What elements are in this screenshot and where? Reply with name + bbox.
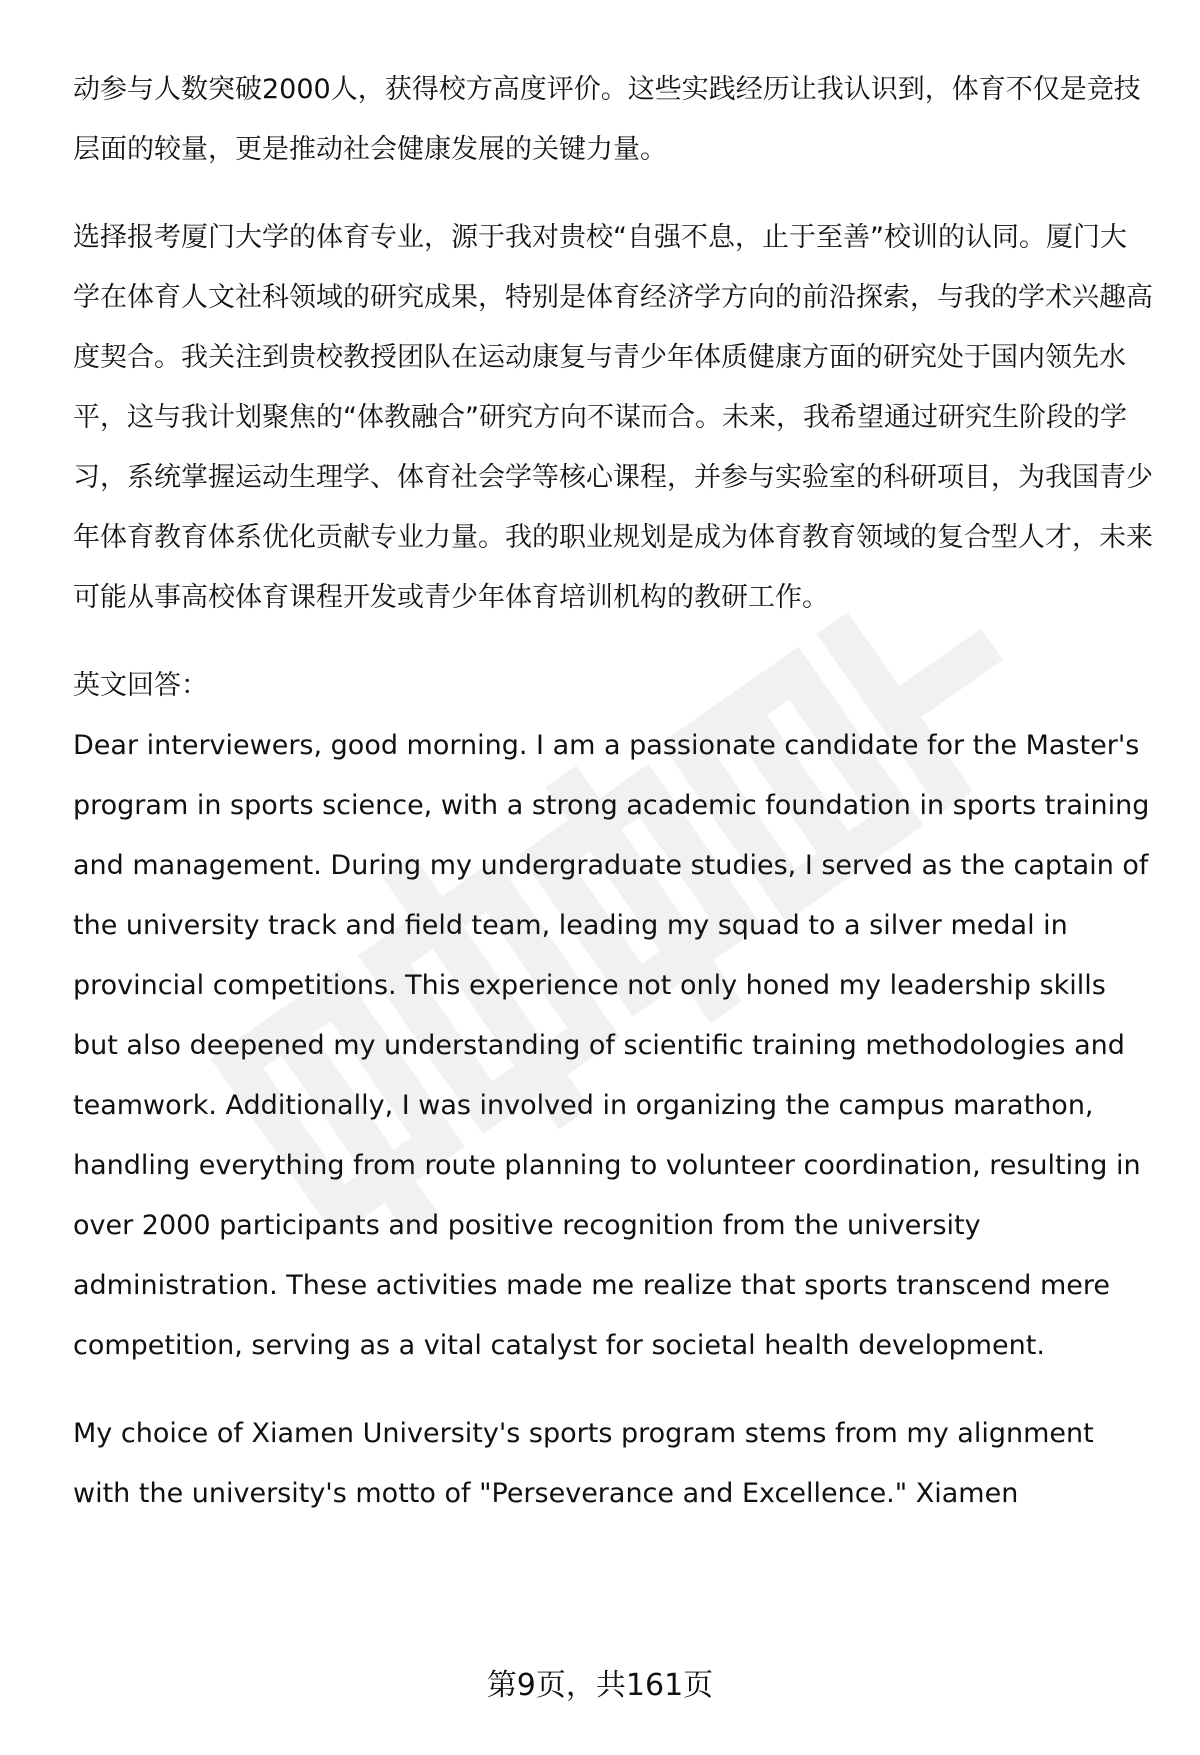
paragraph-cn-2: 选择报考厦门大学的体育专业，源于我对贵校“自强不息，止于至善”校训的认同。厦门大学在体育人文社科领域的研究成果，特别是体育经济学方向的前沿探索，与我的学术兴趣高度契合。我关注到贵校教授团队在运动康复与青少年体质健康方面的研究处于国内领先水平，这与我计划聚焦的“体教融合”研究方向不谋而合。未来，我希望通过研究生阶段的学习，系统掌握运动生理学、体育社会学等核心课程，并参与实验室的科研项目，为我国青少年体育教育体系优化贡献专业力量。我的职业规划是成为体育教育领域的复合型人才，未来可能从事高校体育课程开发或青少年体育培训机构的教研工作。: [73, 222, 1153, 613]
paragraph-en-2: My choice of Xiamen University's sports program stems from my alignment with the university's motto of "Perseverance and Excellence." Xiamen: [73, 1418, 1094, 1509]
paragraph-en-1: Dear interviewers, good morning. I am a passionate candidate for the Master's program in sports science, with a strong academic foundation in sports training and management. During my undergraduate studies, I served as the captain of the university track and field team, leading my squad to a silver medal in provincial competitions. This experience not only honed my leadership skills but also deepened my understanding of scientific training methodologies and teamwork. Additionally, I was involved in organizing the campus marathon, handling everything from route planning to volunteer coordination, resulting in over 2000 participants and positive recognition from the university administration. These activities made me realize that sports transcend mere competition, serving as a vital catalyst for societal health development.: [73, 730, 1150, 1361]
document-body: [73, 60, 1153, 1524]
english-answer-heading: 英文回答：: [73, 670, 208, 701]
paragraph-cn-1: 动参与人数突破2000人，获得校方高度评价。这些实践经历让我认识到，体育不仅是竞技层面的较量，更是推动社会健康发展的关键力量。: [73, 74, 1141, 165]
page-number-footer: 第9页，共161页: [486, 1668, 714, 1703]
